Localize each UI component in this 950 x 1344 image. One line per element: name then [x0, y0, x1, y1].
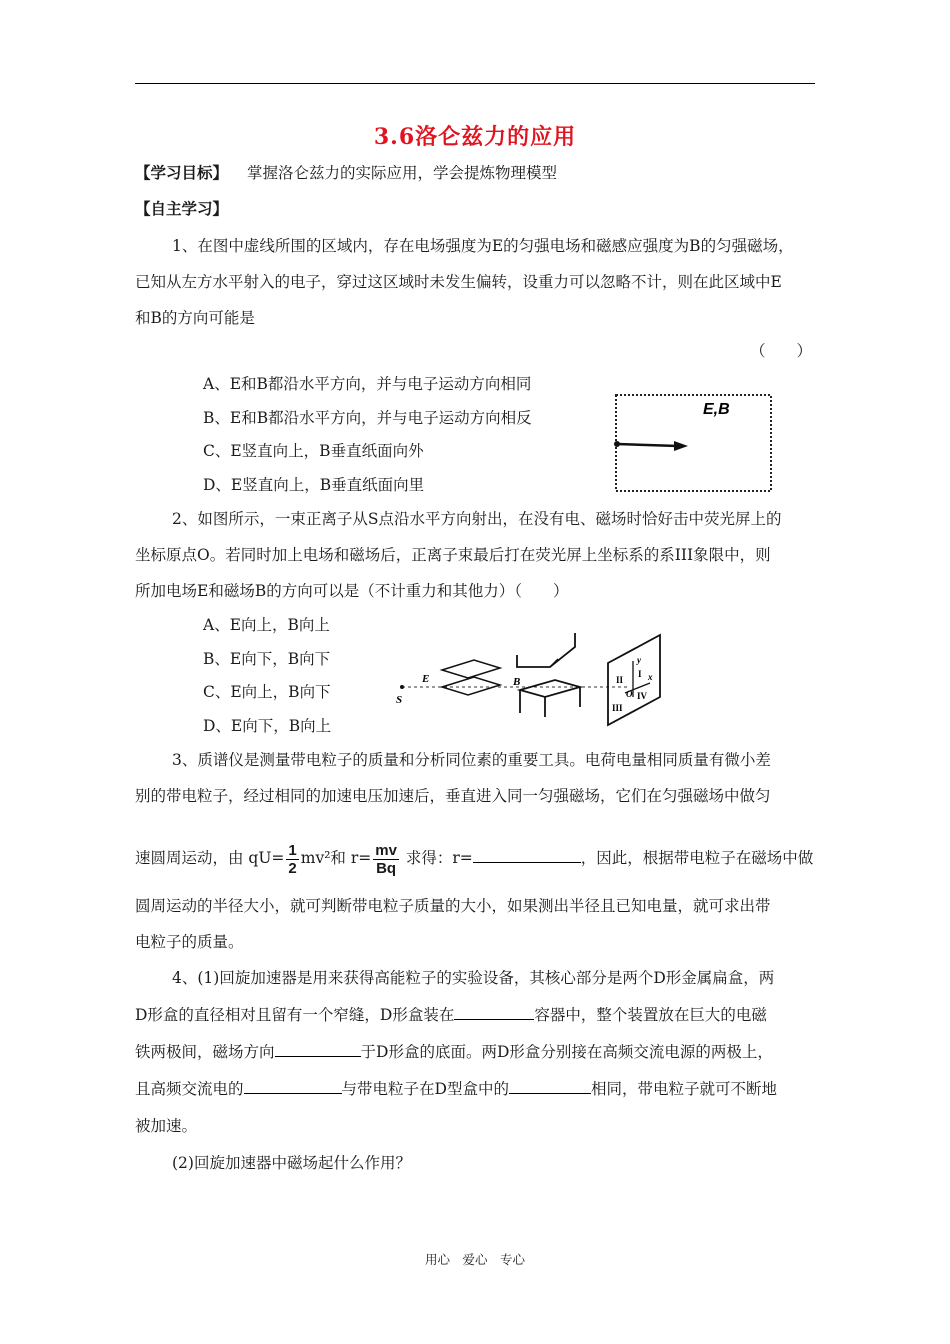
page-footer: 用心 爱心 专心 — [424, 1252, 525, 1267]
magnet-bottom-pole — [520, 680, 580, 697]
q1-field-diagram — [608, 390, 778, 500]
svg-text:y: y — [637, 655, 641, 665]
q2-apparatus-diagram — [390, 625, 670, 730]
q4-line-3: 铁两极间，磁场方向 于D形盒的底面。两D形盒分别接在高频交流电源的两极上， — [135, 1043, 773, 1061]
self-study-label: 【自主学习】 — [135, 199, 229, 218]
svg-text:I: I — [638, 669, 642, 679]
q4-line-4: 且高频交流电的 与带电粒子在D型盒中的 相同，带电粒子就可不断地 — [135, 1080, 777, 1098]
magnet-top-edge — [550, 659, 558, 667]
svg-text:x: x — [648, 672, 653, 682]
e-label: E — [422, 673, 430, 685]
b-label: B — [513, 676, 521, 688]
q4-line-1: 4、(1)回旋加速器是用来获得高能粒子的实验设备，其核心部分是两个D形金属扁盒，两 — [172, 969, 775, 987]
ac-property-blank[interactable] — [244, 1079, 342, 1094]
fraction-half: $\frac{1}{2}$ — [288, 841, 297, 877]
q3-line-4: 圆周运动的半径大小，就可判断带电粒子质量的大小，如果测出半径且已知电量，就可求出带 — [135, 897, 771, 915]
e-plate-top — [442, 660, 500, 678]
electron-path — [617, 444, 678, 446]
field-label: E,B — [703, 401, 730, 418]
q1-line-2: 已知从左方水平射入的电子，穿过这区域时未发生偏转，设重力可以忽略不计，则在此区域中E — [135, 273, 782, 291]
q2-option-a: A、E向上，B向上 — [203, 616, 330, 634]
q3-line-5: 电粒子的质量。 — [135, 933, 244, 951]
svg-text:O: O — [626, 689, 633, 699]
page-title: 3.6洛仑兹力的应用 — [373, 124, 577, 150]
q1-option-c: C、E竖直向上，B垂直纸面向外 — [203, 442, 424, 460]
arrow-right-icon — [674, 441, 688, 451]
source-label: S — [396, 694, 403, 706]
field-region-border — [616, 395, 771, 491]
q4-line-2: D形盒的直径相对且留有一个窄缝，D形盒装在 容器中，整个装置放在巨大的电磁 — [135, 1006, 767, 1024]
learning-goal — [135, 163, 557, 183]
q2-option-b: B、E向下，B向下 — [203, 650, 331, 668]
q1-answer-paren: （ ） — [750, 342, 813, 360]
q2-line-2: 坐标原点O。若同时加上电场和磁场后，正离子束最后打在荧光屏上坐标系的系III象限中，则 — [135, 546, 771, 564]
svg-text:III: III — [612, 703, 623, 713]
q3-line-3: 速圆周运动，由 qU= $\frac{1}{2}$ mv²和 r= $\frac{mv}{Bq}$ 求得：r= ，因此，根据带电粒子在磁场中做 — [135, 841, 814, 877]
particle-property-blank[interactable] — [509, 1079, 591, 1094]
q3-line-2: 别的带电粒子，经过相同的加速电压加速后，垂直进入同一匀强磁场，它们在匀强磁场中做匀 — [135, 787, 771, 805]
top-rule — [135, 83, 815, 84]
fraction-mv-over-bq: $\frac{mv}{Bq}$ — [375, 841, 397, 877]
field-direction-blank[interactable] — [275, 1042, 361, 1057]
container-blank[interactable] — [454, 1005, 534, 1020]
source-point — [400, 685, 404, 689]
q2-option-c: C、E向上，B向下 — [203, 683, 331, 701]
q4-line-5: 被加速。 — [135, 1117, 198, 1135]
q2-line-1: 2、如图所示，一束正离子从S点沿水平方向射出，在没有电、磁场时恰好击中荧光屏上的 — [172, 510, 782, 528]
q1-line-1: 1、在图中虚线所围的区域内，存在电场强度为E的匀强电场和磁感应强度为B的匀强磁场， — [172, 237, 794, 255]
goal-text: 掌握洛仑兹力的实际应用，学会提炼物理模型 — [246, 164, 557, 182]
goal-label: 【学习目标】 — [135, 163, 229, 182]
magnet-top-pole — [517, 633, 575, 667]
q1-option-d: D、E竖直向上，B垂直纸面向里 — [203, 476, 425, 494]
q2-option-d: D、E向下，B向上 — [203, 717, 332, 735]
q1-line-3: 和B的方向可能是 — [135, 309, 255, 327]
q4-part-2: (2)回旋加速器中磁场起什么作用？ — [172, 1154, 411, 1172]
q2-line-3: 所加电场E和磁场B的方向可以是（不计重力和其他力）（ ） — [135, 582, 569, 600]
svg-text:IV: IV — [637, 691, 648, 701]
q1-option-a: A、E和B都沿水平方向，并与电子运动方向相同 — [203, 375, 532, 393]
radius-blank[interactable] — [473, 848, 581, 863]
q3-line-1: 3、质谱仪是测量带电粒子的质量和分析同位素的重要工具。电荷电量相同质量有微小差 — [172, 751, 771, 769]
q1-option-b: B、E和B都沿水平方向，并与电子运动方向相反 — [203, 409, 532, 427]
svg-text:II: II — [616, 675, 624, 685]
e-plate-bottom — [442, 677, 500, 695]
